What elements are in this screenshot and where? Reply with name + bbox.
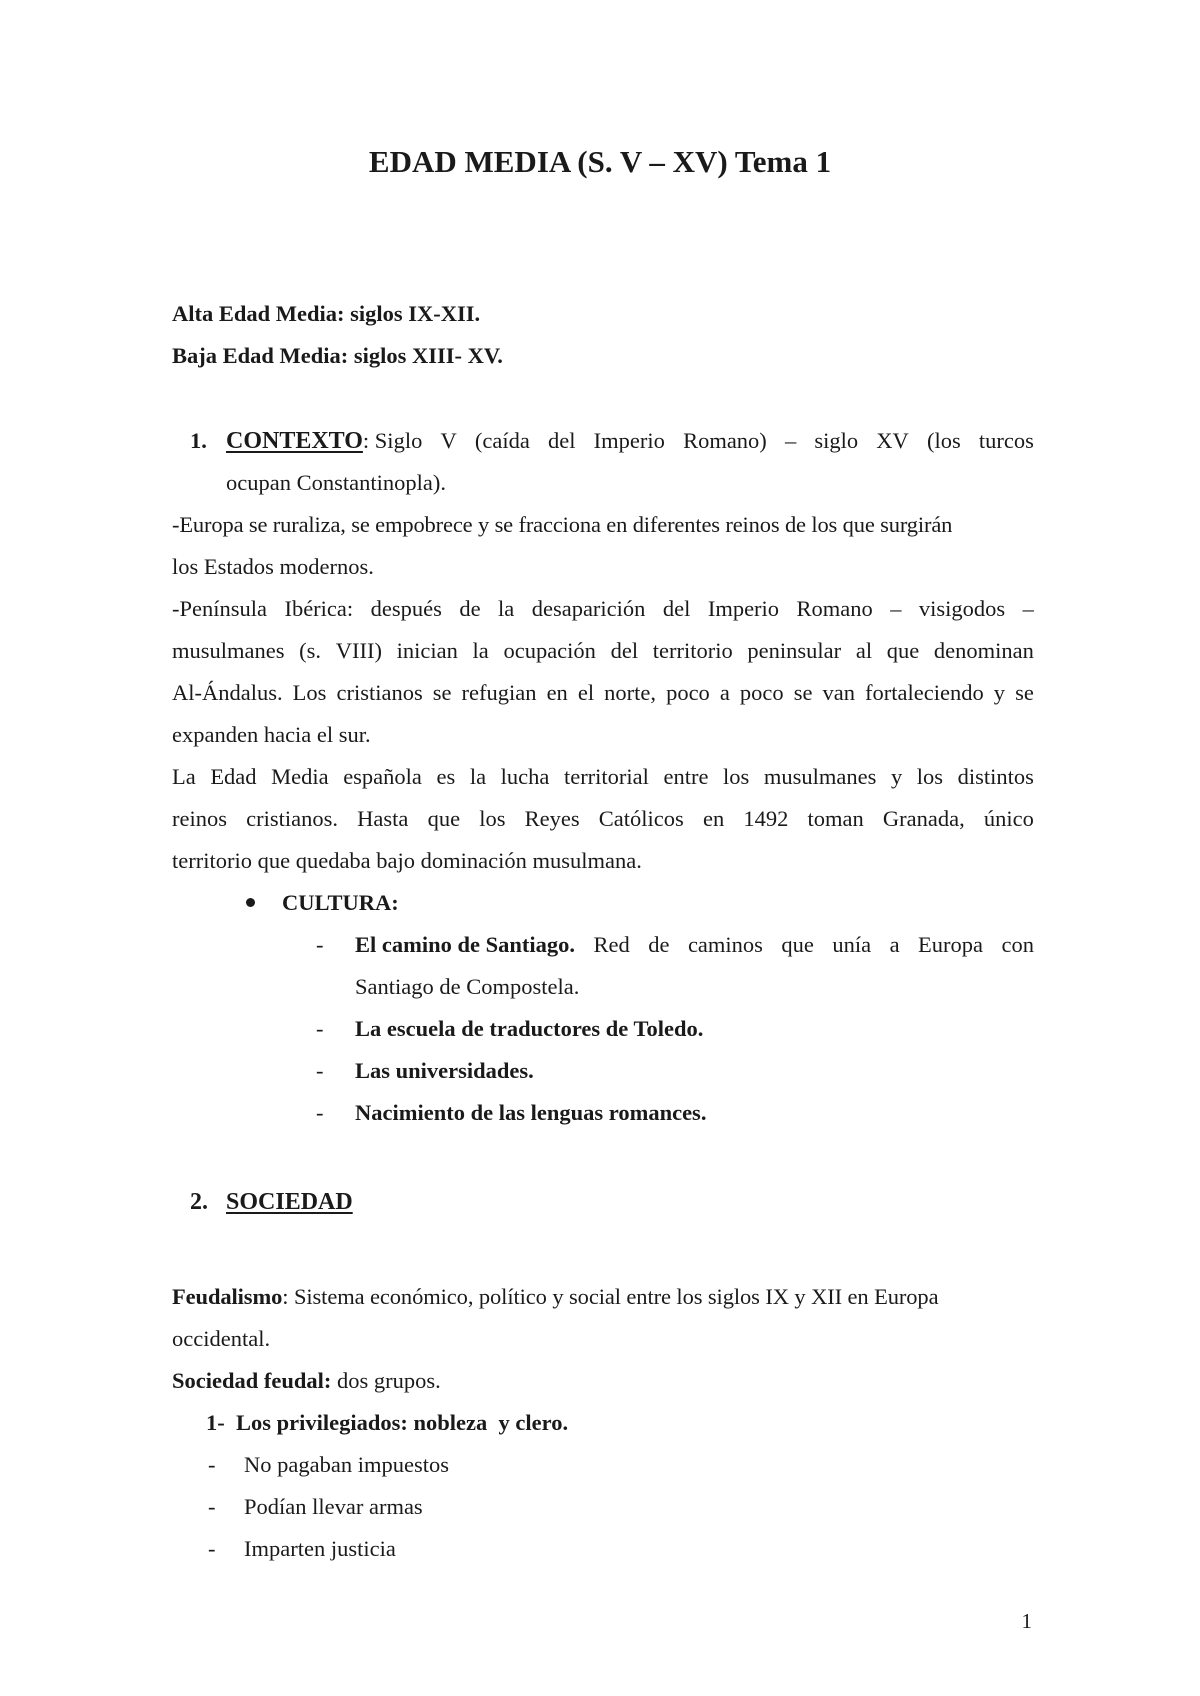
word: es xyxy=(436,764,456,789)
word: poco xyxy=(666,680,710,705)
word: los xyxy=(723,764,750,789)
camino-word: Europa xyxy=(918,932,984,957)
word: territorial xyxy=(563,764,649,789)
intro-word: V xyxy=(440,428,457,453)
cultura-item-toledo: La escuela de traductores de Toledo. xyxy=(355,1016,704,1041)
word: del xyxy=(662,596,691,621)
word: la xyxy=(472,638,489,663)
section2-heading: SOCIEDAD xyxy=(226,1189,353,1215)
cultura-item-camino-line1 xyxy=(355,929,1034,961)
camino-word: caminos xyxy=(687,932,763,957)
word: se xyxy=(793,680,813,705)
sociedad-feudal-text: dos grupos. xyxy=(331,1368,441,1393)
word: a xyxy=(719,680,730,705)
intro-word: siglo xyxy=(814,428,859,453)
word: Reyes xyxy=(524,806,580,831)
word: ocupación xyxy=(503,638,596,663)
word: la xyxy=(498,596,515,621)
word: de xyxy=(459,596,481,621)
dash-marker: - xyxy=(316,1100,324,1125)
europa-line1: -Europa se ruraliza, se empobrece y se fracciona en diferentes reinos de los que surgirán xyxy=(172,512,953,537)
word: único xyxy=(983,806,1034,831)
group1-heading: 1- Los privilegiados: nobleza y clero. xyxy=(206,1410,569,1435)
intro-word: Imperio xyxy=(593,428,665,453)
camino-word: Red xyxy=(593,932,630,957)
word: Edad xyxy=(210,764,257,789)
word: VIII) xyxy=(335,638,382,663)
word: norte, xyxy=(604,680,657,705)
word: Granada, xyxy=(882,806,965,831)
privilege-item: Podían llevar armas xyxy=(244,1494,423,1519)
word: que xyxy=(427,806,461,831)
word: denominan xyxy=(933,638,1034,663)
word: y xyxy=(993,680,1006,705)
word: poco xyxy=(739,680,784,705)
word: la xyxy=(469,764,487,789)
intro-word: (caída xyxy=(474,428,530,453)
word: Imperio xyxy=(707,596,780,621)
privilege-item: Imparten justicia xyxy=(244,1536,396,1561)
word: lucha xyxy=(500,764,550,789)
word: Ibérica: xyxy=(284,596,354,621)
edad-line1 xyxy=(172,761,1034,793)
period-alta: Alta Edad Media: siglos IX-XII. xyxy=(172,301,481,326)
word: distintos xyxy=(957,764,1034,789)
word: española xyxy=(343,764,422,789)
word: – xyxy=(1022,596,1034,621)
feudalismo-text: : Sistema económico, político y social entre los siglos IX y XII en Europa xyxy=(282,1284,939,1309)
dash-marker: - xyxy=(316,1016,324,1041)
word: el xyxy=(577,680,595,705)
word: – xyxy=(890,596,902,621)
word: cristianos. xyxy=(246,806,339,831)
section1-number-text: 1. xyxy=(190,428,207,453)
peninsula-line2 xyxy=(172,635,1034,667)
camino-word: unía xyxy=(832,932,872,957)
word: en xyxy=(702,806,725,831)
peninsula-line1 xyxy=(172,593,1034,625)
dash-marker: - xyxy=(316,932,324,957)
word: musulmanes xyxy=(763,764,877,789)
page-title: EDAD MEDIA (S. V – XV) Tema 1 xyxy=(368,144,832,179)
word: musulmanes xyxy=(172,638,285,663)
word: entre xyxy=(663,764,709,789)
section1-intro-line1 xyxy=(226,425,1034,457)
intro-word: : Siglo xyxy=(362,428,423,453)
word: Hasta xyxy=(357,806,409,831)
dash-marker: - xyxy=(208,1452,216,1477)
section1-number xyxy=(190,425,207,457)
dash-marker: - xyxy=(316,1058,324,1083)
intro-word: del xyxy=(548,428,576,453)
word: refugian xyxy=(461,680,537,705)
word: Los xyxy=(292,680,327,705)
section1-heading-wrap xyxy=(226,425,422,457)
camino-word: que xyxy=(781,932,814,957)
word: del xyxy=(610,638,639,663)
word: Romano xyxy=(796,596,873,621)
word: reinos xyxy=(172,806,227,831)
dash-marker: - xyxy=(208,1536,216,1561)
cultura-item-lenguas: Nacimiento de las lenguas romances. xyxy=(355,1100,707,1125)
intro-word: (los xyxy=(926,428,961,453)
page-number: 1 xyxy=(1021,1609,1032,1633)
intro-word: XV xyxy=(876,428,909,453)
word: 1492 xyxy=(743,806,789,831)
word: que xyxy=(886,638,920,663)
word: y xyxy=(890,764,903,789)
word: La xyxy=(172,764,196,789)
cultura-item-camino-title: El camino de Santiago. xyxy=(355,932,576,957)
intro-word: – xyxy=(784,428,797,453)
intro-word: turcos xyxy=(978,428,1034,453)
word: visigodos xyxy=(918,596,1006,621)
peninsula-line4: expanden hacia el sur. xyxy=(172,722,371,747)
word: en xyxy=(546,680,568,705)
word: van xyxy=(822,680,855,705)
word: después xyxy=(370,596,442,621)
word: se xyxy=(432,680,452,705)
cultura-item-camino-line2: Santiago de Compostela. xyxy=(355,974,580,999)
section2-number: 2. xyxy=(190,1189,208,1215)
cultura-heading: CULTURA: xyxy=(282,890,399,915)
intro-word: Romano) xyxy=(683,428,767,453)
word: Al-Ándalus. xyxy=(172,680,283,705)
word: los xyxy=(916,764,944,789)
sociedad-feudal-line xyxy=(172,1365,441,1397)
camino-word: de xyxy=(648,932,670,957)
word: (s. xyxy=(299,638,322,663)
edad-line2 xyxy=(172,803,1034,835)
word: -Península xyxy=(172,596,267,621)
word: inician xyxy=(396,638,458,663)
europa-line2: los Estados modernos. xyxy=(172,554,374,579)
camino-word: a xyxy=(889,932,900,957)
word: Media xyxy=(271,764,329,789)
period-baja: Baja Edad Media: siglos XIII- XV. xyxy=(172,343,503,368)
privilege-item: No pagaban impuestos xyxy=(244,1452,449,1477)
word: al xyxy=(855,638,873,663)
word: toman xyxy=(807,806,864,831)
section1-intro-line2: ocupan Constantinopla). xyxy=(226,470,446,495)
feudalismo-label: Feudalismo xyxy=(172,1284,283,1309)
edad-line3: territorio que quedaba bajo dominación musulmana. xyxy=(172,848,642,873)
word: desaparición xyxy=(531,596,646,621)
peninsula-line3 xyxy=(172,677,1034,709)
bullet-icon xyxy=(246,898,255,907)
section1-heading: CONTEXTO xyxy=(226,428,363,454)
word: territorio xyxy=(652,638,733,663)
sociedad-feudal-label: Sociedad feudal: xyxy=(172,1368,332,1393)
word: cristianos xyxy=(336,680,423,705)
camino-word: con xyxy=(1001,932,1034,957)
feudalismo-line2: occidental. xyxy=(172,1326,271,1351)
word: los xyxy=(479,806,506,831)
word: fortaleciendo xyxy=(865,680,984,705)
dash-marker: - xyxy=(208,1494,216,1519)
word: peninsular xyxy=(747,638,842,663)
cultura-item-universidades: Las universidades. xyxy=(355,1058,534,1083)
word: se xyxy=(1015,680,1034,705)
feudalismo-line1 xyxy=(172,1281,938,1313)
word: Católicos xyxy=(598,806,684,831)
